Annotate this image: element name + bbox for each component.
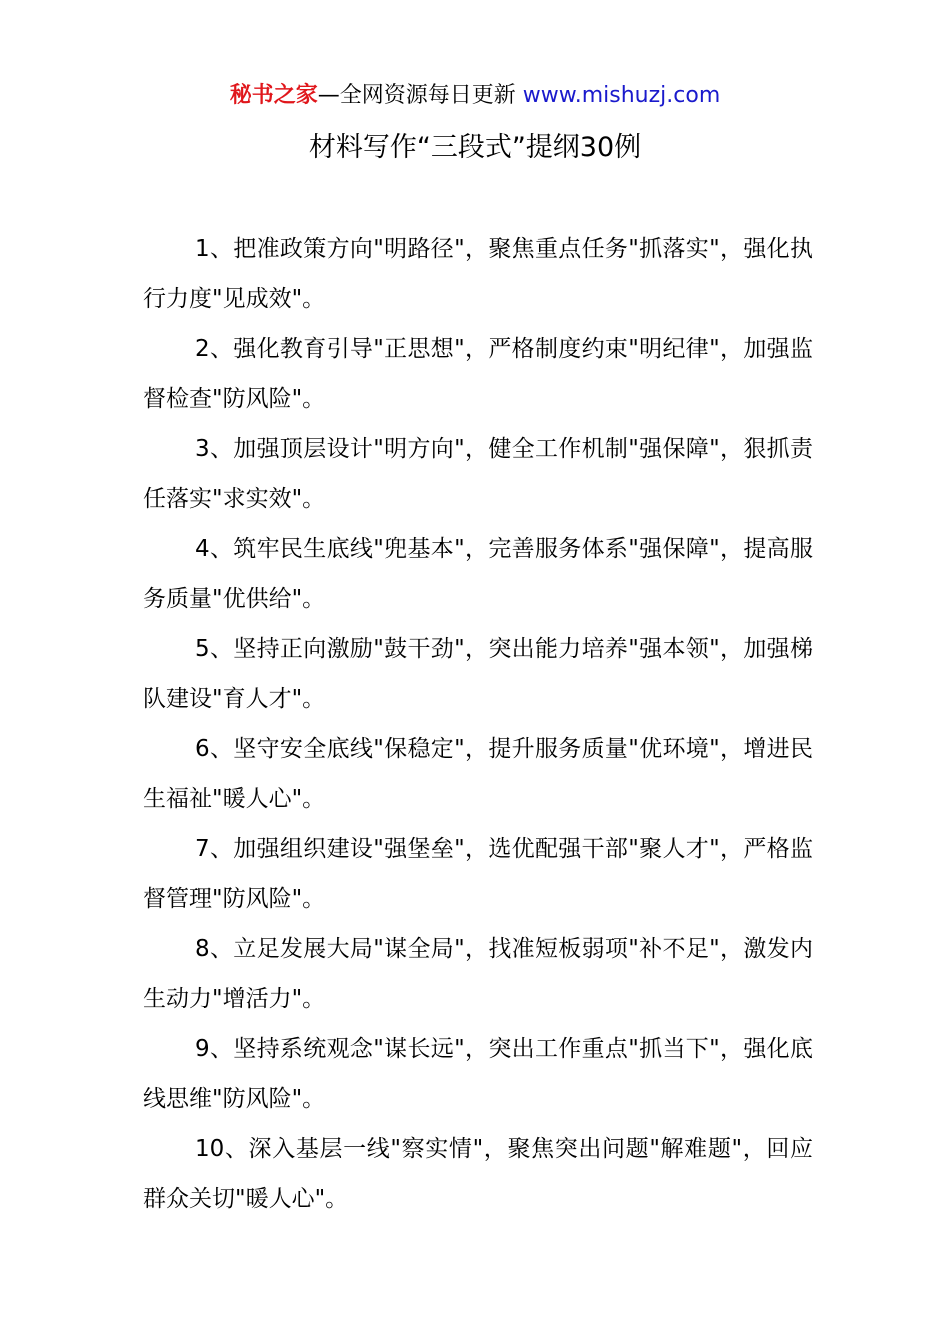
list-item: 9、坚持系统观念"谋长远"，突出工作重点"抓当下"，强化底线思维"防风险"。 (143, 1036, 813, 1112)
site-header (0, 80, 950, 112)
list-item: 8、立足发展大局"谋全局"，找准短板弱项"补不足"，激发内生动力"增活力"。 (143, 936, 813, 1012)
list-item: 2、强化教育引导"正思想"，严格制度约束"明纪律"，加强监督检查"防风险"。 (143, 336, 813, 412)
document-title: 材料写作“三段式”提纲30例 (308, 132, 642, 163)
list-item: 1、把准政策方向"明路径"，聚焦重点任务"抓落实"，强化执行力度"见成效"。 (143, 236, 813, 312)
site-url-link[interactable]: www.mishuzj.com (522, 83, 721, 108)
list-item: 5、坚持正向激励"鼓干劲"，突出能力培养"强本领"，加强梯队建设"育人才"。 (143, 636, 813, 712)
list-item: 4、筑牢民生底线"兜基本"，完善服务体系"强保障"，提高服务质量"优供给"。 (143, 536, 813, 612)
document-body (143, 224, 813, 1224)
list-item: 3、加强顶层设计"明方向"，健全工作机制"强保障"，狠抓责任落实"求实效"。 (143, 436, 813, 512)
brand-name: 秘书之家 (229, 83, 318, 108)
list-item: 6、坚守安全底线"保稳定"，提升服务质量"优环境"，增进民生福祉"暖人心"。 (143, 736, 813, 812)
list-item: 7、加强组织建设"强堡垒"，选优配强干部"聚人才"，严格监督管理"防风险"。 (143, 836, 813, 912)
list-item: 10、深入基层一线"察实情"，聚焦突出问题"解难题"，回应群众关切"暖人心"。 (143, 1136, 813, 1212)
site-tagline: —全网资源每日更新 (317, 83, 516, 108)
